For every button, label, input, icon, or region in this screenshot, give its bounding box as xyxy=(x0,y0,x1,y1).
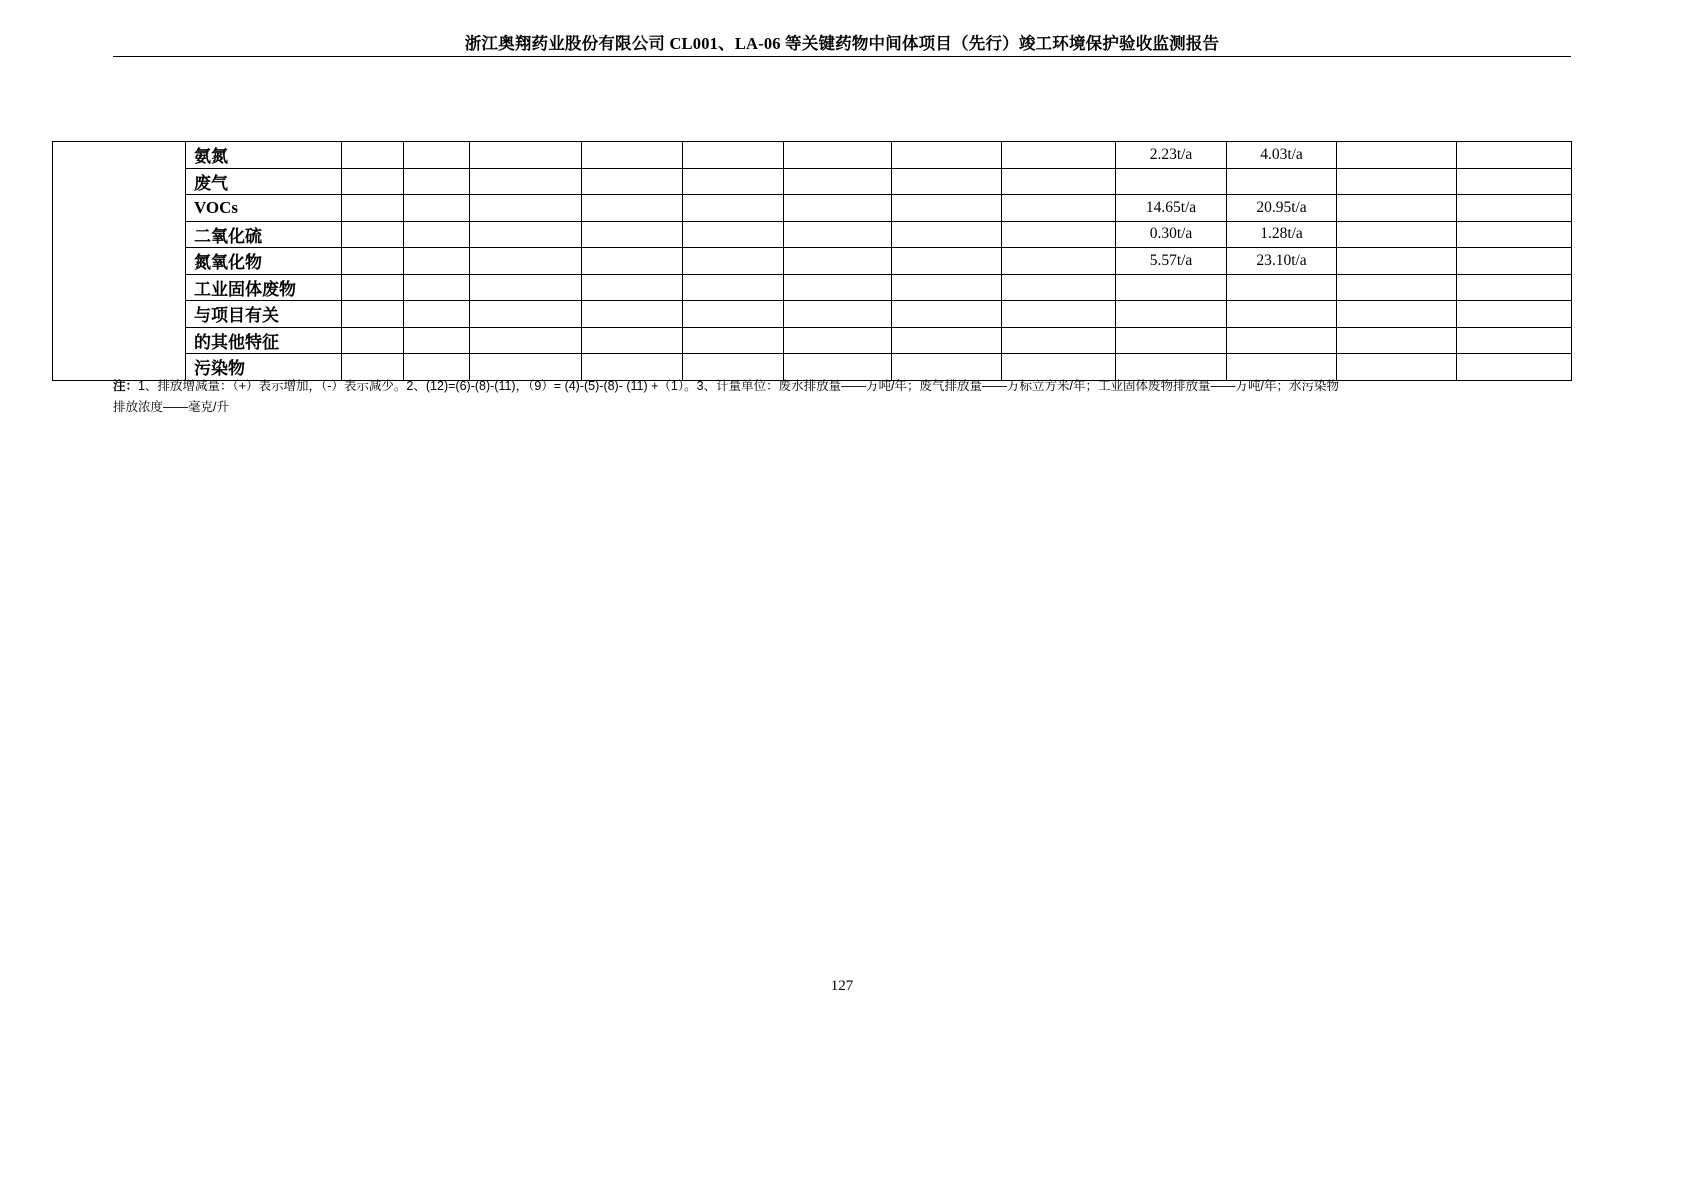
cell xyxy=(470,168,582,195)
cell-value: 14.65t/a xyxy=(1116,195,1227,222)
page-number: 127 xyxy=(830,978,854,994)
cell xyxy=(582,221,683,248)
cell xyxy=(1002,248,1116,275)
cell xyxy=(1337,168,1457,195)
cell xyxy=(342,301,404,328)
cell-value xyxy=(1116,301,1227,328)
table-row xyxy=(53,327,1572,354)
table-row xyxy=(53,221,1572,248)
cell xyxy=(1457,327,1572,354)
cell xyxy=(342,168,404,195)
row-label: 氮氧化物 xyxy=(186,248,342,275)
cell xyxy=(582,327,683,354)
cell xyxy=(404,248,470,275)
cell xyxy=(683,248,784,275)
cell xyxy=(342,274,404,301)
row-label: 污染物 xyxy=(186,354,342,381)
cell xyxy=(892,195,1002,222)
header-title: 浙江奥翔药业股份有限公司 CL001、LA-06 等关键药物中间体项目（先行）竣工环境保护验收监测报告 xyxy=(464,34,1220,53)
cell-value xyxy=(1227,327,1337,354)
cell xyxy=(1457,274,1572,301)
cell-value: 5.57t/a xyxy=(1116,248,1227,275)
cell xyxy=(784,195,892,222)
row-label: VOCs xyxy=(186,195,342,222)
cell xyxy=(892,248,1002,275)
cell xyxy=(342,327,404,354)
cell xyxy=(784,168,892,195)
cell xyxy=(683,301,784,328)
page-header xyxy=(0,30,1684,54)
cell-value: 2.23t/a xyxy=(1116,142,1227,169)
table-row xyxy=(53,301,1572,328)
cell xyxy=(683,274,784,301)
cell xyxy=(892,142,1002,169)
cell xyxy=(892,327,1002,354)
cell xyxy=(784,327,892,354)
cell-value xyxy=(1227,274,1337,301)
table-row xyxy=(53,248,1572,275)
row-label: 废气 xyxy=(186,168,342,195)
cell xyxy=(1337,221,1457,248)
cell xyxy=(470,248,582,275)
cell-value: 20.95t/a xyxy=(1227,195,1337,222)
cell xyxy=(1337,195,1457,222)
cell xyxy=(582,274,683,301)
row-label: 工业固体废物 xyxy=(186,274,342,301)
table-row xyxy=(53,195,1572,222)
cell xyxy=(1457,221,1572,248)
cell-value: 1.28t/a xyxy=(1227,221,1337,248)
cell xyxy=(1337,248,1457,275)
row-label: 与项目有关 xyxy=(186,301,342,328)
cell xyxy=(892,168,1002,195)
cell xyxy=(470,274,582,301)
cell xyxy=(470,327,582,354)
cell xyxy=(1337,274,1457,301)
table-row xyxy=(53,168,1572,195)
note-prefix: 注： xyxy=(113,379,139,393)
cell xyxy=(1457,168,1572,195)
table-row xyxy=(53,274,1572,301)
cell xyxy=(404,301,470,328)
row-label: 的其他特征 xyxy=(186,327,342,354)
cell xyxy=(1002,168,1116,195)
cell-value xyxy=(1116,168,1227,195)
table-note xyxy=(113,376,1573,417)
cell xyxy=(342,248,404,275)
cell-value: 23.10t/a xyxy=(1227,248,1337,275)
cell xyxy=(683,195,784,222)
cell xyxy=(1457,301,1572,328)
cell xyxy=(892,274,1002,301)
emission-table-wrapper xyxy=(52,141,1571,381)
row-group-cell xyxy=(53,142,186,381)
cell xyxy=(470,142,582,169)
cell xyxy=(404,221,470,248)
cell xyxy=(1002,142,1116,169)
cell xyxy=(342,221,404,248)
cell-value xyxy=(1116,327,1227,354)
cell xyxy=(582,142,683,169)
cell xyxy=(784,248,892,275)
cell xyxy=(1002,221,1116,248)
cell xyxy=(1457,142,1572,169)
cell xyxy=(784,221,892,248)
cell xyxy=(1002,327,1116,354)
cell xyxy=(342,142,404,169)
cell xyxy=(582,301,683,328)
cell xyxy=(1337,327,1457,354)
note-line-1: 1、排放增减量：（+）表示增加，（-）表示减少。2、(12)=(6)-(8)-(11)，（9）= (4)-(5)-(8)- (11) +（1）。3、计量单位：废水排放量——万吨/年；废气排放量——万标立方米/年；工业固体废物排放量——万吨/年；水污染物 xyxy=(138,379,1340,393)
row-label: 二氧化硫 xyxy=(186,221,342,248)
cell xyxy=(784,301,892,328)
cell xyxy=(1002,274,1116,301)
header-divider xyxy=(113,56,1571,57)
cell xyxy=(683,142,784,169)
emission-table xyxy=(52,141,1572,381)
cell xyxy=(683,327,784,354)
cell-value: 0.30t/a xyxy=(1116,221,1227,248)
cell xyxy=(342,195,404,222)
cell xyxy=(892,301,1002,328)
cell xyxy=(784,142,892,169)
cell xyxy=(404,142,470,169)
note-line-2: 排放浓度——毫克/升 xyxy=(113,399,229,414)
cell-value xyxy=(1116,274,1227,301)
cell xyxy=(404,327,470,354)
cell xyxy=(470,301,582,328)
cell xyxy=(1002,301,1116,328)
cell-value xyxy=(1227,168,1337,195)
cell xyxy=(1337,301,1457,328)
cell xyxy=(404,274,470,301)
cell xyxy=(470,221,582,248)
table-row xyxy=(53,142,1572,169)
cell xyxy=(1337,142,1457,169)
cell xyxy=(470,195,582,222)
cell xyxy=(582,168,683,195)
cell xyxy=(1002,195,1116,222)
cell xyxy=(582,195,683,222)
cell xyxy=(784,274,892,301)
row-label: 氨氮 xyxy=(186,142,342,169)
cell xyxy=(404,168,470,195)
cell-value xyxy=(1227,301,1337,328)
cell-value: 4.03t/a xyxy=(1227,142,1337,169)
cell xyxy=(404,195,470,222)
cell xyxy=(1457,248,1572,275)
cell xyxy=(683,221,784,248)
cell xyxy=(1457,195,1572,222)
cell xyxy=(892,221,1002,248)
cell xyxy=(683,168,784,195)
cell xyxy=(582,248,683,275)
